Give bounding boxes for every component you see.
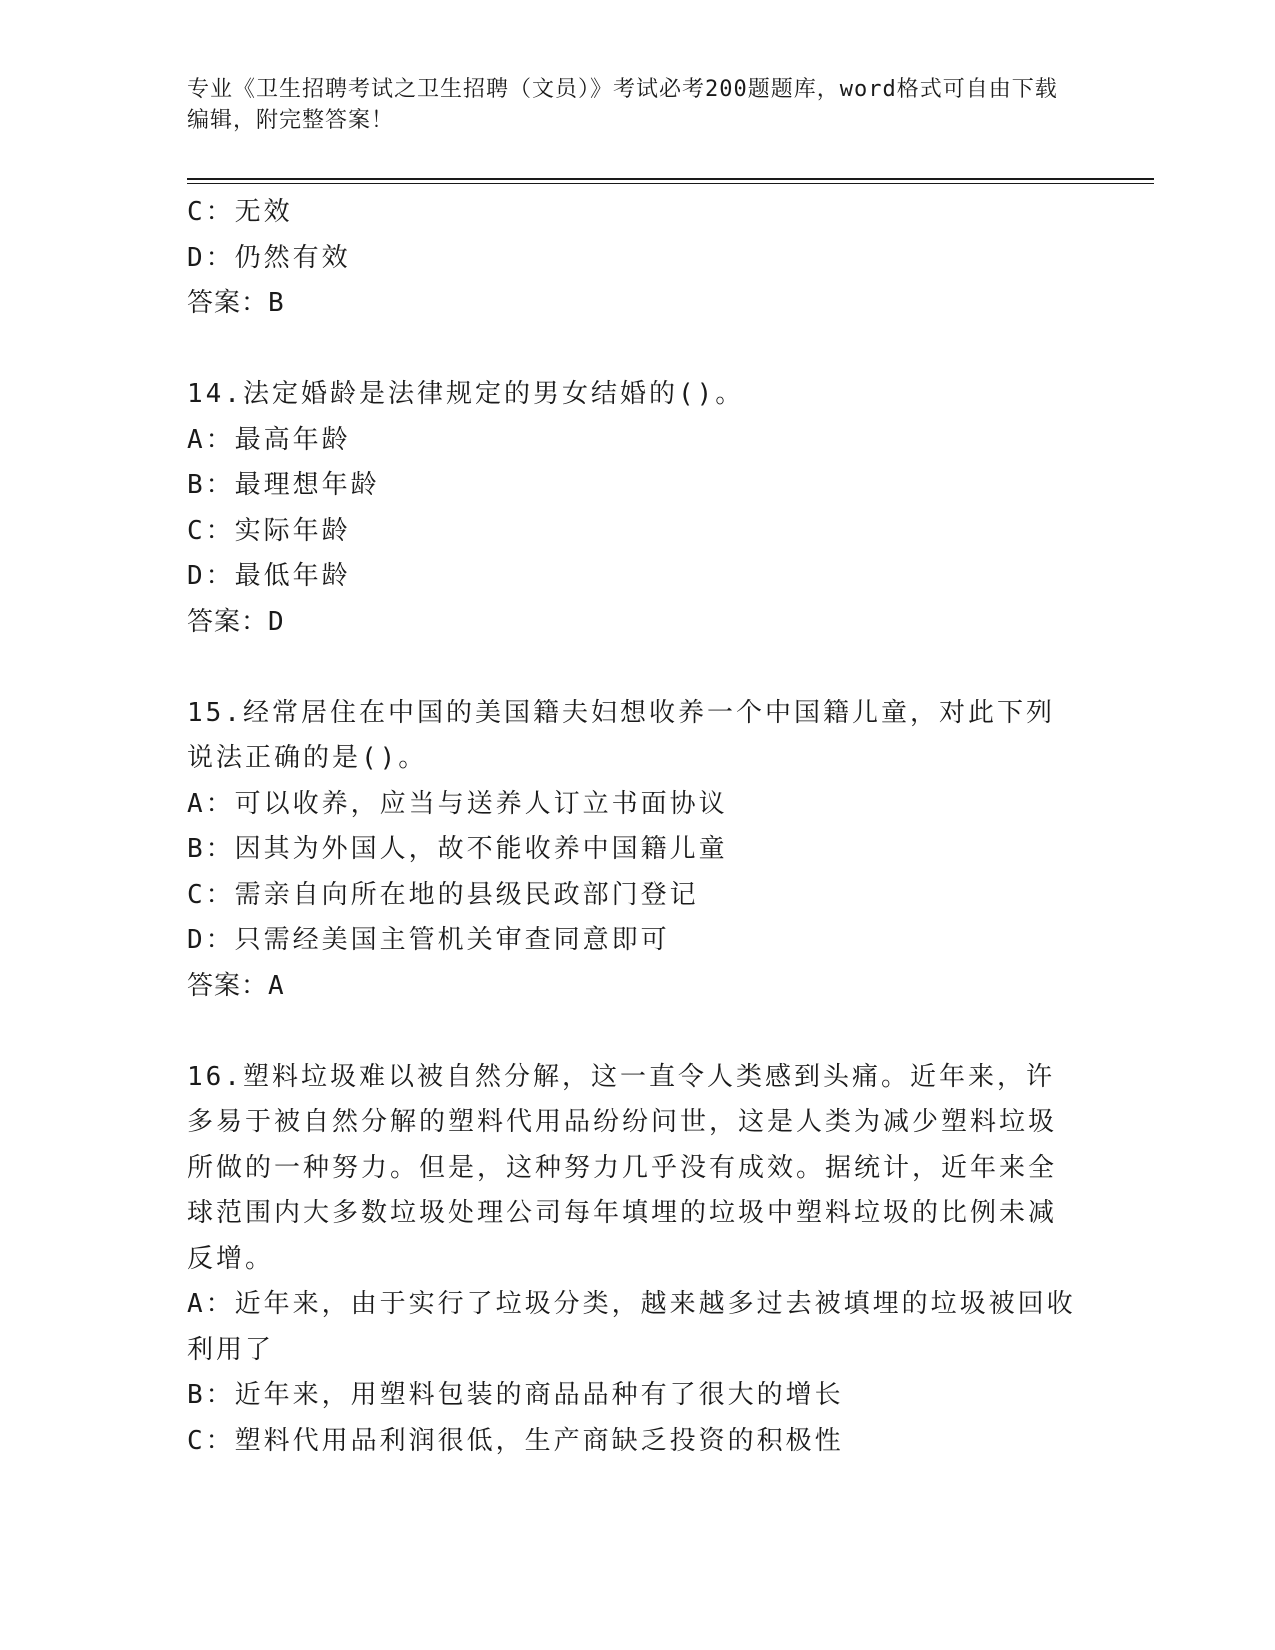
- spacer: [187, 327, 1077, 373]
- spacer: [187, 645, 1077, 691]
- q14-option-a: A：最高年龄: [187, 424, 351, 455]
- q15-stem: 15.经常居住在中国的美国籍夫妇想收养一个中国籍儿童，对此下列说法正确的是()。: [187, 697, 1055, 773]
- header-rule-thick: [187, 178, 1154, 180]
- q15-answer: 答案：A: [187, 970, 285, 1001]
- q14-option-d: D：最低年龄: [187, 561, 351, 591]
- q14-answer: 答案：D: [187, 606, 285, 637]
- q16-option-c: C：塑料代用品利润很低，生产商缺乏投资的积极性: [187, 1425, 844, 1456]
- prev-option-d: D：仍然有效: [187, 242, 351, 273]
- spacer: [187, 1009, 1077, 1055]
- q14-stem: 14.法定婚龄是法律规定的男女结婚的()。: [187, 379, 745, 409]
- header-rule-thin: [187, 183, 1154, 184]
- document-header: 专业《卫生招聘考试之卫生招聘（文员）》考试必考200题题库，word格式可自由下载编辑，附完整答案！: [187, 77, 1058, 133]
- question-content: [187, 190, 1077, 1464]
- q15-option-a: A：可以收养，应当与送养人订立书面协议: [187, 788, 728, 819]
- prev-answer: 答案：B: [187, 288, 285, 318]
- prev-option-c: C：无效: [187, 197, 293, 227]
- q16-option-b: B：近年来，用塑料包装的商品品种有了很大的增长: [187, 1380, 844, 1410]
- q14-option-c: C：实际年龄: [187, 515, 351, 546]
- q16-option-a: A：近年来，由于实行了垃圾分类，越来越多过去被填埋的垃圾被回收利用了: [187, 1289, 1076, 1365]
- q15-option-d: D：只需经美国主管机关审查同意即可: [187, 925, 670, 955]
- q14-option-b: B：最理想年龄: [187, 470, 380, 500]
- q16-stem: 16.塑料垃圾难以被自然分解，这一直令人类感到头痛。近年来，许多易于被自然分解的塑料代用品纷纷问世，这是人类为减少塑料垃圾所做的一种努力。但是，这种努力几乎没有成效。据统计，近年来全球范围内大多数垃圾处理公司每年填埋的垃圾中塑料垃圾的比例未减反增。: [187, 1061, 1058, 1274]
- q15-option-b: B：因其为外国人，故不能收养中国籍儿童: [187, 834, 728, 864]
- q15-option-c: C：需亲自向所在地的县级民政部门登记: [187, 879, 699, 910]
